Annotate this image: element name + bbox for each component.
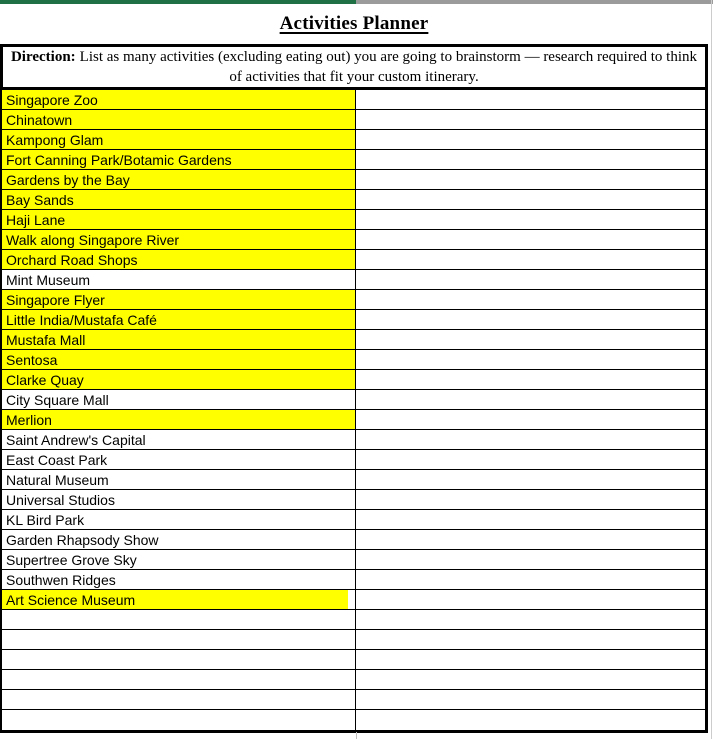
activity-label: Art Science Museum: [6, 591, 136, 608]
table-row: [2, 170, 705, 190]
activity-cell[interactable]: [2, 110, 356, 129]
notes-cell[interactable]: [356, 570, 705, 589]
table-row: [2, 610, 705, 630]
table-row: [2, 110, 705, 130]
notes-cell[interactable]: [356, 110, 705, 129]
activity-label: Haji Lane: [6, 211, 66, 228]
activity-label: Clarke Quay: [6, 371, 84, 388]
activity-cell[interactable]: [2, 210, 356, 229]
activity-label: Merlion: [6, 411, 52, 428]
table-row: [2, 410, 705, 430]
table-row: [2, 270, 705, 290]
activity-cell[interactable]: [2, 610, 356, 629]
notes-cell[interactable]: [356, 290, 705, 309]
table-row: [2, 190, 705, 210]
activity-label: KL Bird Park: [6, 511, 85, 528]
activity-cell[interactable]: [2, 310, 356, 329]
activity-cell[interactable]: [2, 330, 356, 349]
table-gridline-continuation: [356, 732, 357, 739]
notes-cell[interactable]: [356, 670, 705, 689]
notes-cell[interactable]: [356, 90, 705, 109]
table-row: [2, 650, 705, 670]
notes-cell[interactable]: [356, 410, 705, 429]
activity-label: Saint Andrew's Capital: [6, 431, 146, 448]
notes-cell[interactable]: [356, 450, 705, 469]
activity-cell[interactable]: [2, 430, 356, 449]
notes-cell[interactable]: [356, 630, 705, 649]
activity-label: Mint Museum: [6, 271, 91, 288]
table-row: [2, 710, 705, 730]
activity-label: Universal Studios: [6, 491, 115, 508]
notes-cell[interactable]: [356, 610, 705, 629]
activity-cell[interactable]: [2, 370, 356, 389]
activity-cell[interactable]: [2, 450, 356, 469]
page-title: Activities Planner: [279, 13, 429, 34]
direction-text: List as many activities (excluding eating out) you are going to brainstorm — research required to think of activities that fit your custom itinerary.: [79, 49, 698, 85]
activity-label: Garden Rhapsody Show: [6, 531, 159, 548]
table-row: [2, 330, 705, 350]
table-row: [2, 510, 705, 530]
notes-cell[interactable]: [356, 510, 705, 529]
table-row: [2, 290, 705, 310]
notes-cell[interactable]: [356, 230, 705, 249]
activity-cell[interactable]: [2, 530, 356, 549]
activity-cell[interactable]: [2, 590, 356, 609]
activity-label: Fort Canning Park/Botamic Gardens: [6, 151, 232, 168]
title-area: [0, 4, 708, 44]
table-row: [2, 210, 705, 230]
notes-cell[interactable]: [356, 650, 705, 669]
notes-cell[interactable]: [356, 130, 705, 149]
table-row: [2, 310, 705, 330]
activity-label: Little India/Mustafa Café: [6, 311, 157, 328]
activity-label: City Square Mall: [6, 391, 109, 408]
activity-label: Orchard Road Shops: [6, 251, 138, 268]
notes-cell[interactable]: [356, 370, 705, 389]
table-row: [2, 90, 705, 110]
activity-label: Walk along Singapore River: [6, 231, 180, 248]
activity-label: Sentosa: [6, 351, 58, 368]
table-row: [2, 530, 705, 550]
table-row: [2, 630, 705, 650]
activity-cell[interactable]: [2, 410, 356, 429]
activity-cell[interactable]: [2, 570, 356, 589]
activity-cell[interactable]: [2, 190, 356, 209]
notes-cell[interactable]: [356, 690, 705, 709]
direction-box: [0, 44, 708, 90]
notes-cell[interactable]: [356, 250, 705, 269]
activity-cell[interactable]: [2, 390, 356, 409]
table-row: [2, 550, 705, 570]
activity-label: Mustafa Mall: [6, 331, 86, 348]
table-row: [2, 490, 705, 510]
top-progress-bar: [0, 0, 713, 4]
activity-cell[interactable]: [2, 690, 356, 709]
notes-cell[interactable]: [356, 490, 705, 509]
activity-cell[interactable]: [2, 510, 356, 529]
page-edge-line: [711, 0, 712, 739]
notes-cell[interactable]: [356, 530, 705, 549]
activity-label: East Coast Park: [6, 451, 108, 468]
table-row: [2, 430, 705, 450]
table-row: [2, 370, 705, 390]
notes-cell[interactable]: [356, 210, 705, 229]
table-row: [2, 230, 705, 250]
activity-cell[interactable]: [2, 290, 356, 309]
activity-cell[interactable]: [2, 650, 356, 669]
activities-table: [0, 90, 708, 733]
table-row: [2, 570, 705, 590]
activity-cell[interactable]: [2, 90, 356, 109]
table-row: [2, 690, 705, 710]
activity-cell[interactable]: [2, 250, 356, 269]
table-row: [2, 450, 705, 470]
notes-cell[interactable]: [356, 470, 705, 489]
notes-cell[interactable]: [356, 330, 705, 349]
activity-label: Bay Sands: [6, 191, 74, 208]
activity-cell[interactable]: [2, 130, 356, 149]
table-row: [2, 470, 705, 490]
notes-cell[interactable]: [356, 710, 705, 730]
notes-cell[interactable]: [356, 310, 705, 329]
progress-bar-green-segment: [0, 0, 356, 4]
activity-cell[interactable]: [2, 490, 356, 509]
progress-bar-gray-segment: [356, 0, 713, 4]
activity-label: Singapore Zoo: [6, 91, 98, 108]
notes-cell[interactable]: [356, 150, 705, 169]
table-row: [2, 150, 705, 170]
activity-label: Kampong Glam: [6, 131, 104, 148]
activity-cell[interactable]: [2, 230, 356, 249]
table-row: [2, 390, 705, 410]
table-row: [2, 130, 705, 150]
activity-label: Singapore Flyer: [6, 291, 105, 308]
activity-cell[interactable]: [2, 670, 356, 689]
activity-cell[interactable]: [2, 550, 356, 569]
activity-cell[interactable]: [2, 270, 356, 289]
notes-cell[interactable]: [356, 350, 705, 369]
activity-label: Gardens by the Bay: [6, 171, 130, 188]
activity-cell[interactable]: [2, 470, 356, 489]
notes-cell[interactable]: [356, 550, 705, 569]
notes-cell[interactable]: [356, 190, 705, 209]
notes-cell[interactable]: [356, 270, 705, 289]
notes-cell[interactable]: [356, 170, 705, 189]
activity-label: Southwen Ridges: [6, 571, 116, 588]
table-row: [2, 590, 705, 610]
activity-label: Supertree Grove Sky: [6, 551, 137, 568]
notes-cell[interactable]: [356, 590, 705, 609]
activity-label: Natural Museum: [6, 471, 109, 488]
activity-cell[interactable]: [2, 350, 356, 369]
table-row: [2, 670, 705, 690]
direction-label: Direction:: [10, 49, 76, 65]
table-row: [2, 350, 705, 370]
table-row: [2, 250, 705, 270]
activity-cell[interactable]: [2, 710, 356, 730]
activity-cell[interactable]: [2, 170, 356, 189]
activity-label: Chinatown: [6, 111, 73, 128]
activity-cell[interactable]: [2, 630, 356, 649]
notes-cell[interactable]: [356, 430, 705, 449]
activity-cell[interactable]: [2, 150, 356, 169]
notes-cell[interactable]: [356, 390, 705, 409]
